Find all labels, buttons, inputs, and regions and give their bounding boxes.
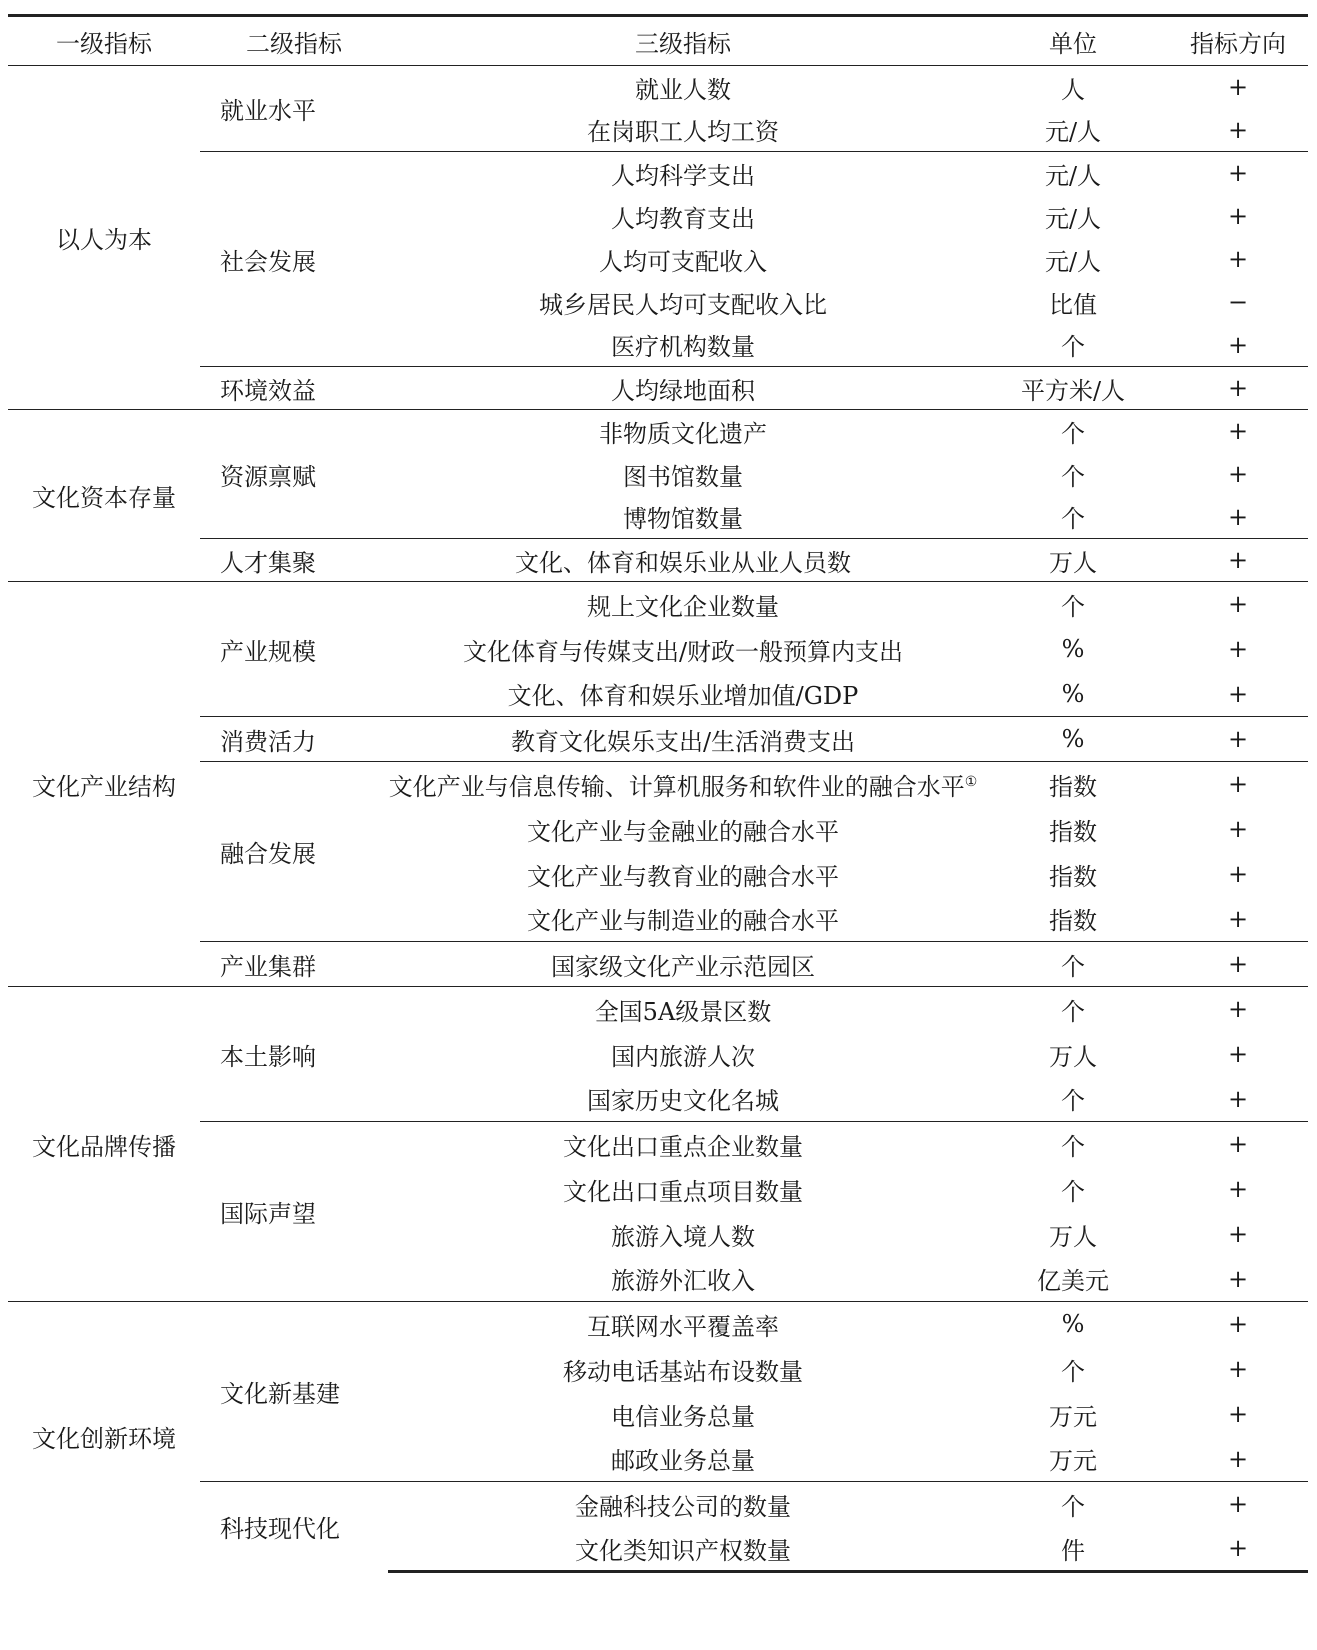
level1-cell: 文化创新环境 [8,1302,200,1572]
indicator-name: 博物馆数量 [623,505,743,534]
direction-cell: + [1227,904,1249,933]
direction-cell: + [1168,152,1308,195]
indicator-name: 文化产业与教育业的融合水平 [527,862,839,891]
level3-cell [388,1122,978,1167]
direction-cell: − [1227,288,1249,316]
unit-cell: % [1061,635,1085,663]
unit-cell: 元/人 [978,152,1168,195]
indicator-name: 文化产业与金融业的融合水平 [527,817,839,846]
direction-cell: + [1227,1040,1249,1068]
level2-cell: 人才集聚 [200,539,388,582]
level3-cell [388,807,978,852]
table-row [8,762,1308,807]
indicator-name: 邮政业务总量 [611,1447,755,1476]
direction-cell: + [1227,202,1249,230]
indicator-name: 文化出口重点项目数量 [563,1177,803,1206]
level3-cell [388,1347,978,1392]
indicator-name: 旅游外汇收入 [611,1267,755,1296]
indicator-name: 规上文化企业数量 [587,592,779,621]
level3-cell [388,324,978,367]
table-row [8,582,1308,627]
direction-cell: + [1227,115,1249,144]
level1-cell: 文化产业结构 [8,582,200,987]
direction-cell: + [1227,1355,1249,1383]
direction-cell: + [1168,1122,1308,1167]
indicator-name: 图书馆数量 [623,462,743,491]
direction-cell: + [1227,1220,1249,1248]
unit-cell: % [1061,679,1085,708]
header-direction: 指标方向 [1168,16,1308,66]
level3-cell [388,1077,978,1122]
level3-cell [388,1302,978,1347]
level3-cell [388,1032,978,1077]
unit-cell: 指数 [1049,907,1097,936]
indicator-name: 人均可支配收入 [599,247,767,276]
direction-cell: + [1227,635,1249,663]
level3-cell [388,717,978,762]
unit-cell: 个 [978,410,1168,453]
indicator-name: 文化、体育和娱乐业增加值/GDP [507,682,859,711]
level2-cell: 国际声望 [200,1122,388,1302]
indicator-name: 国内旅游人次 [611,1042,755,1071]
unit-cell: 指数 [1049,862,1097,891]
direction-cell: + [1227,502,1249,531]
indicator-name: 人均科学支出 [611,161,755,190]
unit-cell: 个 [1061,333,1085,362]
footnote-marker: ① [964,773,978,790]
unit-cell: 个 [1061,1177,1085,1206]
direction-cell: + [1227,815,1249,843]
level3-cell [388,539,978,582]
indicator-name: 旅游入境人数 [611,1222,755,1251]
table-row [8,1482,1308,1527]
direction-cell: + [1227,1084,1249,1113]
level1-cell: 文化资本存量 [8,410,200,582]
unit-cell: 个 [978,1482,1168,1527]
direction-cell: + [1168,1527,1308,1572]
unit-cell: 人 [1061,75,1085,104]
table-row [8,942,1308,987]
direction-cell: + [1227,1444,1249,1473]
direction-cell: + [1168,717,1308,762]
direction-cell: + [1168,582,1308,627]
level2-cell: 文化新基建 [200,1302,388,1482]
direction-cell: + [1168,367,1308,410]
table-row [8,66,1308,109]
unit-cell: % [978,1302,1168,1347]
level3-cell [388,1167,978,1212]
direction-cell: + [1168,942,1308,987]
header-level1: 一级指标 [8,16,200,66]
level2-cell: 融合发展 [200,762,388,942]
header-row [8,16,1308,66]
level3-cell [388,152,978,195]
table-row [8,539,1308,582]
unit-cell: 个 [978,987,1168,1032]
level3-cell [388,942,978,987]
indicator-name: 文化出口重点企业数量 [563,1132,803,1161]
level2-cell: 产业集群 [200,942,388,987]
direction-cell: + [1227,245,1249,273]
unit-cell: 比值 [1049,290,1097,319]
direction-cell: + [1227,679,1249,708]
unit-cell: 个 [978,582,1168,627]
unit-cell: 亿美元 [1037,1267,1109,1296]
indicator-table [8,14,1308,1573]
table-body [8,66,1308,1572]
direction-cell: + [1227,1175,1249,1203]
unit-cell: 元/人 [1044,247,1102,276]
direction-cell: + [1168,1482,1308,1527]
direction-cell: + [1227,860,1249,888]
level3-cell [388,1392,978,1437]
indicator-name: 文化体育与传媒支出/财政一般预算内支出 [462,637,904,666]
unit-cell: 万人 [978,539,1168,582]
unit-cell: 指数 [978,762,1168,807]
level3-cell [388,627,978,672]
level3-cell [388,109,978,152]
level2-cell: 消费活力 [200,717,388,762]
table-row [8,367,1308,410]
indicator-name: 国家级文化产业示范园区 [551,952,815,981]
level2-cell: 环境效益 [200,367,388,410]
level1-cell: 文化品牌传播 [8,987,200,1302]
level3-cell [388,66,978,109]
table-row [8,1122,1308,1167]
level3-cell [388,897,978,942]
direction-cell: + [1168,762,1308,807]
level3-cell [388,1527,978,1572]
unit-cell: 个 [978,942,1168,987]
level3-cell [388,672,978,717]
indicator-name: 文化、体育和娱乐业从业人员数 [515,548,851,577]
indicator-name: 文化产业与制造业的融合水平 [527,907,839,936]
direction-cell: + [1227,1400,1249,1428]
unit-cell: 件 [978,1527,1168,1572]
level3-cell [388,238,978,281]
level2-cell: 就业水平 [220,97,316,125]
indicator-name: 全国5A级景区数 [594,997,772,1026]
unit-cell: 指数 [1049,817,1097,846]
level3-cell [388,1212,978,1257]
header-level3: 三级指标 [388,16,978,66]
unit-cell: 个 [1061,462,1085,491]
unit-cell: 个 [1061,1087,1085,1116]
level2-cell: 产业规模 [200,582,388,717]
direction-cell: + [1227,73,1249,102]
direction-cell: + [1227,1264,1249,1293]
indicator-name: 在岗职工人均工资 [587,118,779,147]
table-row [8,1302,1308,1347]
unit-cell: 个 [978,1122,1168,1167]
unit-cell: 万元 [1049,1447,1097,1476]
direction-cell: + [1168,539,1308,582]
table-row [8,152,1308,195]
table-row [8,717,1308,762]
indicator-name: 电信业务总量 [611,1402,755,1431]
level3-cell [388,987,978,1032]
header-level2: 二级指标 [200,16,388,66]
direction-cell: + [1227,330,1249,359]
indicator-name: 文化产业与信息传输、计算机服务和软件业的融合水平 [388,772,965,801]
unit-cell: 元/人 [1044,204,1102,233]
level3-cell [388,1437,978,1482]
indicator-name: 国家历史文化名城 [587,1087,779,1116]
level3-cell [388,195,978,238]
table-row [8,987,1308,1032]
level2-cell: 本土影响 [200,987,388,1122]
direction-cell: + [1168,410,1308,453]
level3-cell [388,496,978,539]
level3-cell [388,410,978,453]
level3-cell [388,281,978,324]
indicator-name: 人均绿地面积 [611,376,755,405]
level3-cell [388,367,978,410]
level3-cell [388,582,978,627]
level3-cell [388,852,978,897]
indicator-name: 文化类知识产权数量 [575,1536,791,1565]
level3-cell [388,762,978,807]
table-row [8,410,1308,453]
indicator-name: 人均教育支出 [611,204,755,233]
level3-cell [388,453,978,496]
direction-cell: + [1168,1302,1308,1347]
level1-cell: 以人为本 [56,226,152,254]
indicator-name: 教育文化娱乐支出/生活消费支出 [510,727,856,756]
unit-cell: % [978,717,1168,762]
indicator-name: 城乡居民人均可支配收入比 [539,290,827,319]
level3-cell [388,1257,978,1302]
level2-cell: 资源禀赋 [200,410,388,539]
unit-cell: 个 [1061,505,1085,534]
unit-cell: 万人 [1049,1042,1097,1071]
level2-cell: 科技现代化 [200,1482,388,1572]
unit-cell: 个 [1061,1357,1085,1386]
indicator-name: 就业人数 [635,75,731,104]
indicator-name: 医疗机构数量 [611,333,755,362]
indicator-name: 移动电话基站布设数量 [563,1357,803,1386]
direction-cell: + [1227,460,1249,488]
indicator-name: 互联网水平覆盖率 [587,1312,779,1341]
unit-cell: 元/人 [1044,118,1102,147]
header-unit: 单位 [978,16,1168,66]
unit-cell: 万人 [1049,1222,1097,1251]
unit-cell: 平方米/人 [978,367,1168,410]
indicator-name: 非物质文化遗产 [599,419,767,448]
level3-cell [388,1482,978,1527]
direction-cell: + [1168,987,1308,1032]
unit-cell: 万元 [1049,1402,1097,1431]
level2-cell: 社会发展 [200,152,388,367]
indicator-name: 金融科技公司的数量 [575,1492,791,1521]
